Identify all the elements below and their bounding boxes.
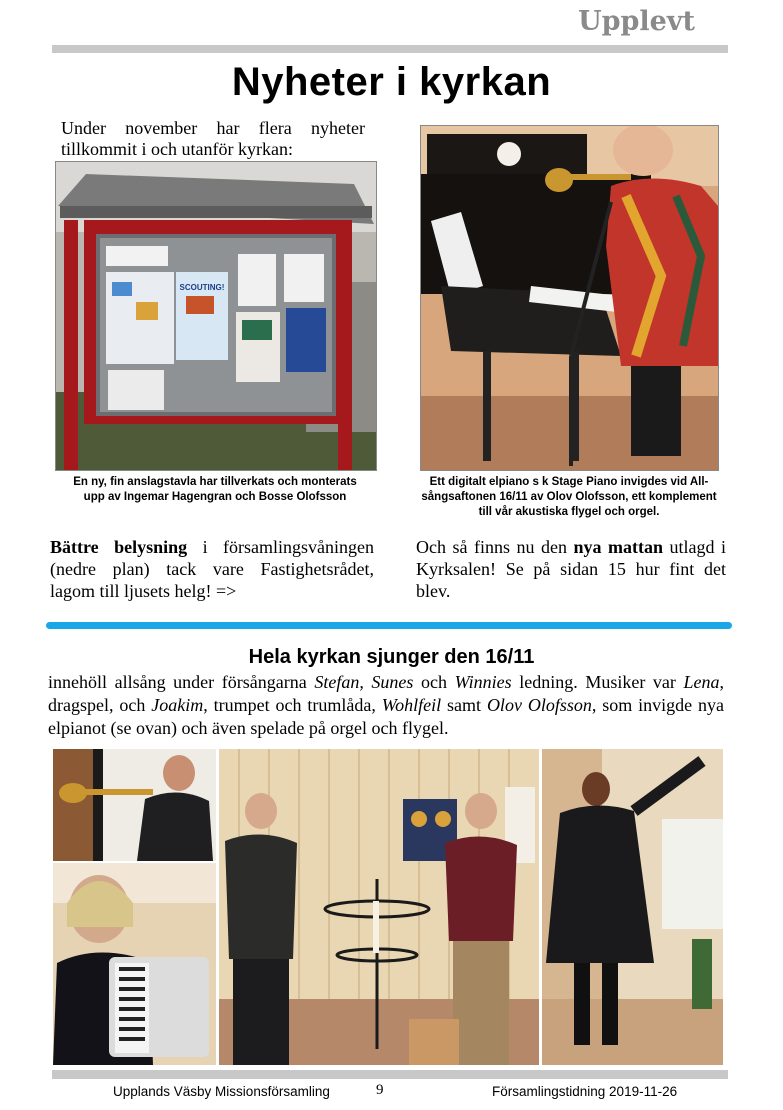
- piano-illustration: [421, 126, 718, 470]
- accordion-player-photo: [53, 863, 216, 1065]
- section2-paragraph: [48, 671, 724, 740]
- singers-photo: [219, 749, 539, 1065]
- carpet-heading: nya mattan: [573, 537, 663, 557]
- intro-text: Under november har flera nyheter tillkommit i och utanför kyrkan:: [61, 118, 365, 159]
- s2-text: samt: [441, 695, 487, 715]
- s2-name: Winnies: [454, 672, 512, 692]
- page-title: Nyheter i kyrkan: [231, 60, 552, 104]
- footer-issue: Församlingstidning 2019-11-26: [492, 1084, 678, 1099]
- trumpet-player-photo: [53, 749, 216, 861]
- carpet-text-1: Och så finns nu den: [416, 537, 574, 557]
- s2-text: och: [413, 672, 455, 692]
- s2-name: Stefan, Sunes: [314, 672, 414, 692]
- s2-text: , dragspel, och: [48, 672, 724, 715]
- footer-page-number: 9: [376, 1082, 384, 1098]
- top-rule: [52, 45, 728, 53]
- s2-name: Lena: [683, 672, 720, 692]
- s2-name: Olov Olofsson: [486, 695, 592, 715]
- lighting-heading: Bättre belysning: [50, 537, 188, 557]
- notice-board-photo: [55, 161, 377, 471]
- carpet-paragraph: [416, 536, 726, 602]
- section2-heading: Hela kyrkan sjunger den 16/11: [248, 646, 535, 668]
- photo-collage: [53, 749, 723, 1065]
- bottom-rule: [52, 1070, 728, 1079]
- woman-singer-photo: [542, 749, 723, 1065]
- scouting-poster-text: SCOUTING!: [179, 283, 225, 292]
- s2-text: ledning. Musiker var: [511, 672, 684, 692]
- footer-org: Upplands Väsby Missionsförsamling: [113, 1084, 330, 1099]
- lighting-paragraph: [50, 536, 374, 602]
- piano-photo: [420, 125, 719, 471]
- piano-caption: Ett digitalt elpiano s k Stage Piano invigdes vid All-sångsaftonen 16/11 av Olov Olofsson, ett komplement till vår akustiska flygel och orgel.: [421, 476, 717, 518]
- notice-board-illustration: [56, 162, 376, 470]
- section-label: Upplevt: [578, 6, 695, 37]
- notice-board-caption: En ny, fin anslagstavla har tillverkats och monterats upp av Ingemar Hagengran och Bosse Olofsson: [73, 476, 357, 503]
- s2-name: Wohlfeil: [381, 695, 442, 715]
- s2-text: , som invigde nya elpianot (se ovan) och även spelade på orgel och flygel.: [48, 695, 725, 738]
- s2-text: innehöll allsång under försångarna: [48, 672, 315, 692]
- s2-name: Joakim: [151, 695, 204, 715]
- carpet-text-2: utlagd i Kyrksalen! Se på sidan 15 hur fint det blev.: [416, 537, 726, 601]
- section-divider: [46, 622, 732, 629]
- s2-text: , trumpet och trumlåda,: [203, 695, 382, 715]
- lighting-text: i församlingsvåningen (nedre plan) tack vare Fastighetsrådet, lagom till ljusets helg! =>: [50, 537, 374, 601]
